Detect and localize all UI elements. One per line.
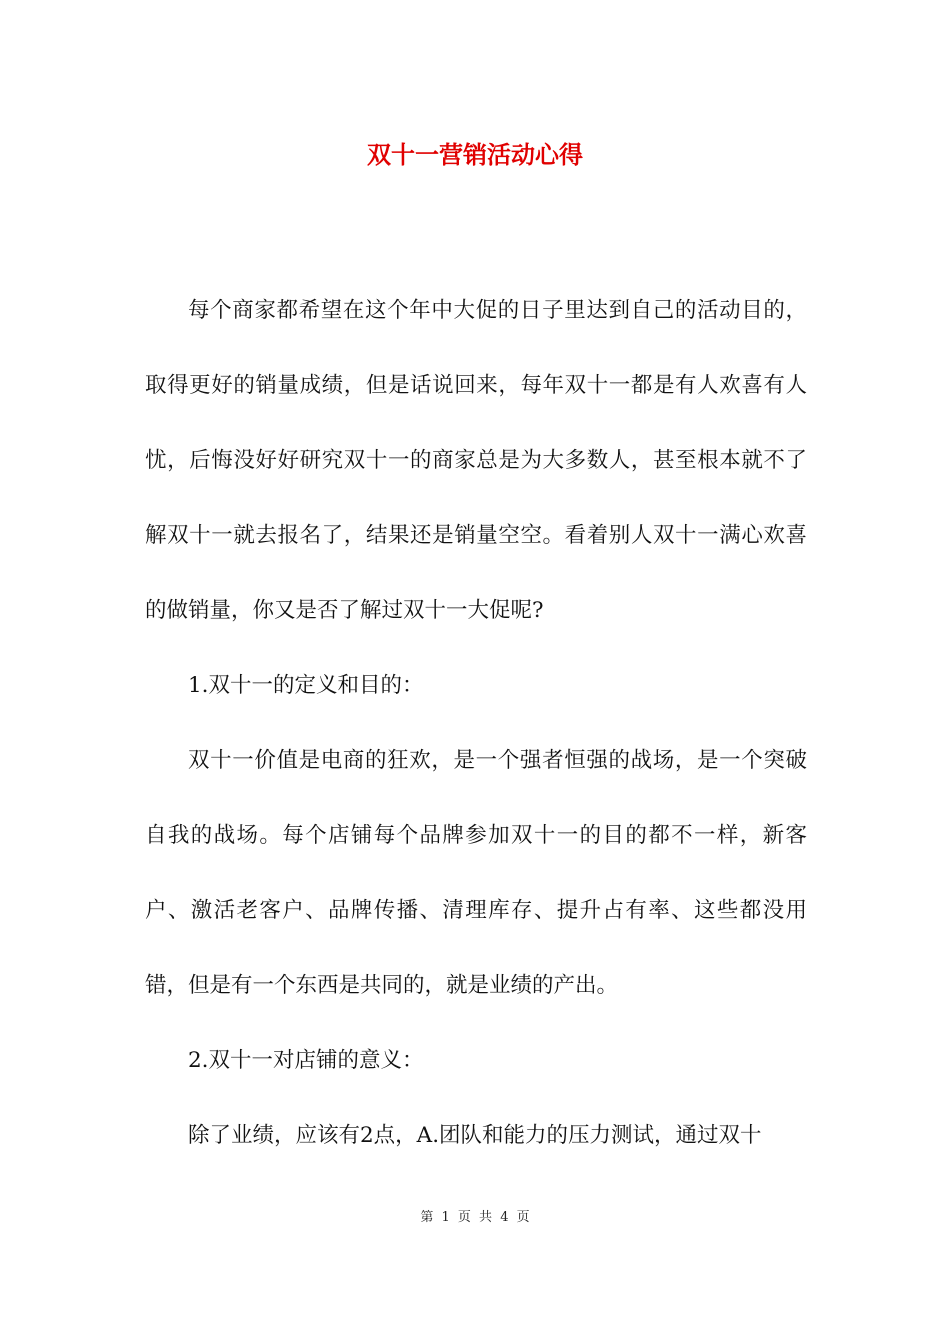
paragraph-intro: 每个商家都希望在这个年中大促的日子里达到自己的活动目的，取得更好的销量成绩，但是话说回来，每年双十一都是有人欢喜有人忧，后悔没好好研究双十一的商家总是为大多数人，甚至根本就不了解双十一就去报名了，结果还是销量空空。看着别人双十一满心欢喜的做销量，你又是否了解过双十一大促呢? bbox=[145, 298, 807, 623]
document-title: 双十一营销活动心得 bbox=[367, 140, 583, 169]
paragraph-significance: 除了业绩，应该有2点，A.团队和能力的压力测试，通过双十 bbox=[188, 1123, 762, 1148]
document-body bbox=[145, 273, 807, 1173]
section-heading-significance: 2.双十一对店铺的意义： bbox=[188, 1048, 424, 1073]
section-heading-definition: 1.双十一的定义和目的： bbox=[188, 673, 424, 698]
page-footer: 第 1 页 共 4 页 bbox=[420, 1210, 530, 1225]
paragraph-definition: 双十一价值是电商的狂欢，是一个强者恒强的战场，是一个突破自我的战场。每个店铺每个品牌参加双十一的目的都不一样，新客户、激活老客户、品牌传播、清理库存、提升占有率、这些都没用错，但是有一个东西是共同的，就是业绩的产出。 bbox=[145, 748, 807, 998]
